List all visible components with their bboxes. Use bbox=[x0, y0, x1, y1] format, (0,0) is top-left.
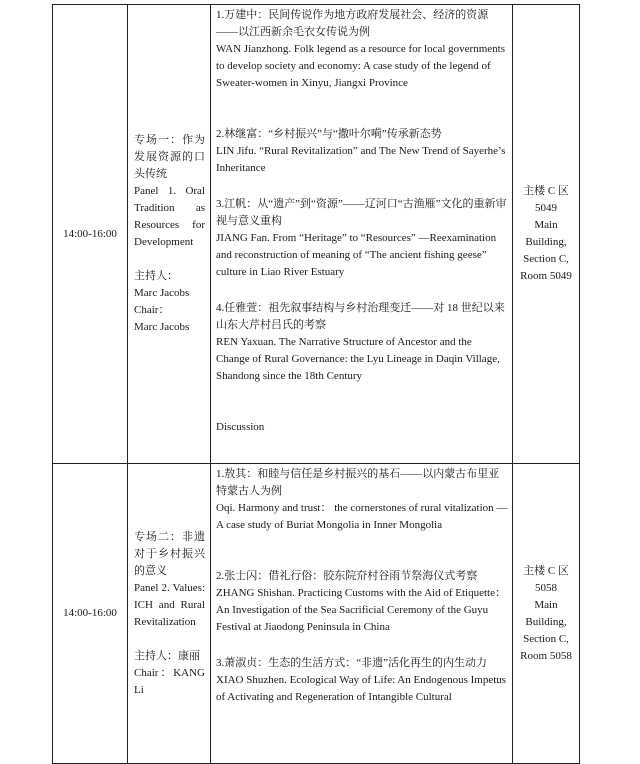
paper-list bbox=[211, 5, 513, 464]
room-en: Main bbox=[534, 598, 558, 611]
room-en: Room 5049 bbox=[520, 270, 572, 282]
paper-title-zh: 2.张士闪：借礼行俗：胶东院夼村谷雨节祭海仪式考察 bbox=[216, 570, 478, 582]
schedule-table bbox=[52, 4, 580, 764]
paper-title-en: LIN Jifu. “Rural Revitalization” and The New Trend of Sayerhe’s Inheritance bbox=[216, 145, 506, 174]
panel-title-zh: 专场一：作为发展资源的口头传统 bbox=[134, 134, 205, 180]
session-time: 14:00-16:00 bbox=[53, 464, 128, 764]
paper-item bbox=[216, 126, 508, 177]
panel-chair-zh-name: Marc Jacobs bbox=[134, 287, 190, 299]
room-zh: 主楼 C 区 bbox=[523, 185, 569, 197]
panel-chair-en: Chair：KANG Li bbox=[134, 666, 205, 696]
room-zh: 主楼 C 区 bbox=[523, 564, 569, 577]
paper-item bbox=[216, 7, 508, 92]
session-time: 14:00-16:00 bbox=[53, 5, 128, 464]
panel-chair-zh: 主持人： bbox=[134, 270, 178, 282]
paper-title-en: XIAO Shuzhen. Ecological Way of Life: An Endogenous Impetus of Activating and Regeneration of Intangible Cultural bbox=[216, 674, 507, 703]
panel-chair-en: Chair： bbox=[134, 304, 170, 316]
paper-list bbox=[211, 464, 513, 764]
paper-title-zh: 3.萧淑贞：生态的生活方式：“非遗”活化再生的内生动力 bbox=[216, 657, 488, 669]
paper-title-zh: 2.林继富：“乡村振兴”与“撒叶尔嗬”传承新态势 bbox=[216, 128, 442, 140]
paper-item bbox=[216, 655, 508, 706]
paper-title-zh: 1.万建中：民间传说作为地方政府发展社会、经济的资源——以江西新余毛衣女传说为例 bbox=[216, 9, 489, 38]
room-info bbox=[513, 5, 580, 464]
panel-title-en: Panel 2. Values: ICH and Rural Revitalization bbox=[134, 581, 205, 628]
paper-title-en: Oqi. Harmony and trust： the cornerstones of rural vitalization —A case study of Buriat Mongolia in Inner Mongolia bbox=[216, 502, 508, 531]
session-row bbox=[53, 5, 580, 464]
room-en: Building, bbox=[525, 615, 567, 628]
panel-info bbox=[128, 464, 211, 764]
room-en: Section C, bbox=[523, 632, 569, 645]
paper-title-en: ZHANG Shishan. Practicing Customs with the Aid of Etiquette：An Investigation of the Sea Sacrificial Ceremony of the Guyu Festival at Jiaodong Peninsula in China bbox=[216, 587, 506, 633]
paper-item bbox=[216, 196, 508, 281]
panel-chair-en-name: Marc Jacobs bbox=[134, 321, 190, 333]
discussion-label: Discussion bbox=[216, 421, 265, 433]
paper-item bbox=[216, 466, 508, 534]
paper-title-en: WAN Jianzhong. Folk legend as a resource for local governments to develop society and economy: A case study of the legend of Sweater-women in Xinyu, Jiangxi Province bbox=[216, 43, 505, 89]
panel-info bbox=[128, 5, 211, 464]
paper-title-zh: 3.江帆：从“遗产”到“资源”——辽河口“古渔雁”文化的重新审视与意义重构 bbox=[216, 198, 507, 227]
paper-item bbox=[216, 300, 508, 385]
panel-chair-zh: 主持人：康丽 bbox=[134, 649, 200, 662]
panel-title-zh: 专场二：非遗对于乡村振兴的意义 bbox=[134, 530, 205, 577]
room-en: Building, bbox=[525, 236, 567, 248]
room-info bbox=[513, 464, 580, 764]
room-en: Section C, bbox=[523, 253, 569, 265]
room-en: Main bbox=[534, 219, 558, 231]
paper-title-zh: 1.敖其：和睦与信任是乡村振兴的基石——以内蒙古布里亚特蒙古人为例 bbox=[216, 468, 500, 497]
paper-title-en: REN Yaxuan. The Narrative Structure of Ancestor and the Change of Rural Governance: the Lyu Lineage in Daqin Village, Shandong since the 18th Century bbox=[216, 336, 500, 382]
session-row bbox=[53, 464, 580, 764]
room-number: 5049 bbox=[535, 202, 557, 214]
room-en: Room 5058 bbox=[520, 649, 572, 662]
paper-item bbox=[216, 568, 508, 636]
room-number: 5058 bbox=[535, 581, 557, 594]
panel-title-en: Panel 1. Oral Tradition as Resources for Development bbox=[134, 185, 205, 248]
paper-title-zh: 4.任雅萱：祖先叙事结构与乡村治理变迁——对 18 世纪以来山东大芹村吕氏的考察 bbox=[216, 302, 505, 331]
paper-title-en: JIANG Fan. From “Heritage” to “Resources” —Reexamination and reconstruction of meaning of “The ancient fishing geese” culture in Liao River Estuary bbox=[216, 232, 497, 278]
